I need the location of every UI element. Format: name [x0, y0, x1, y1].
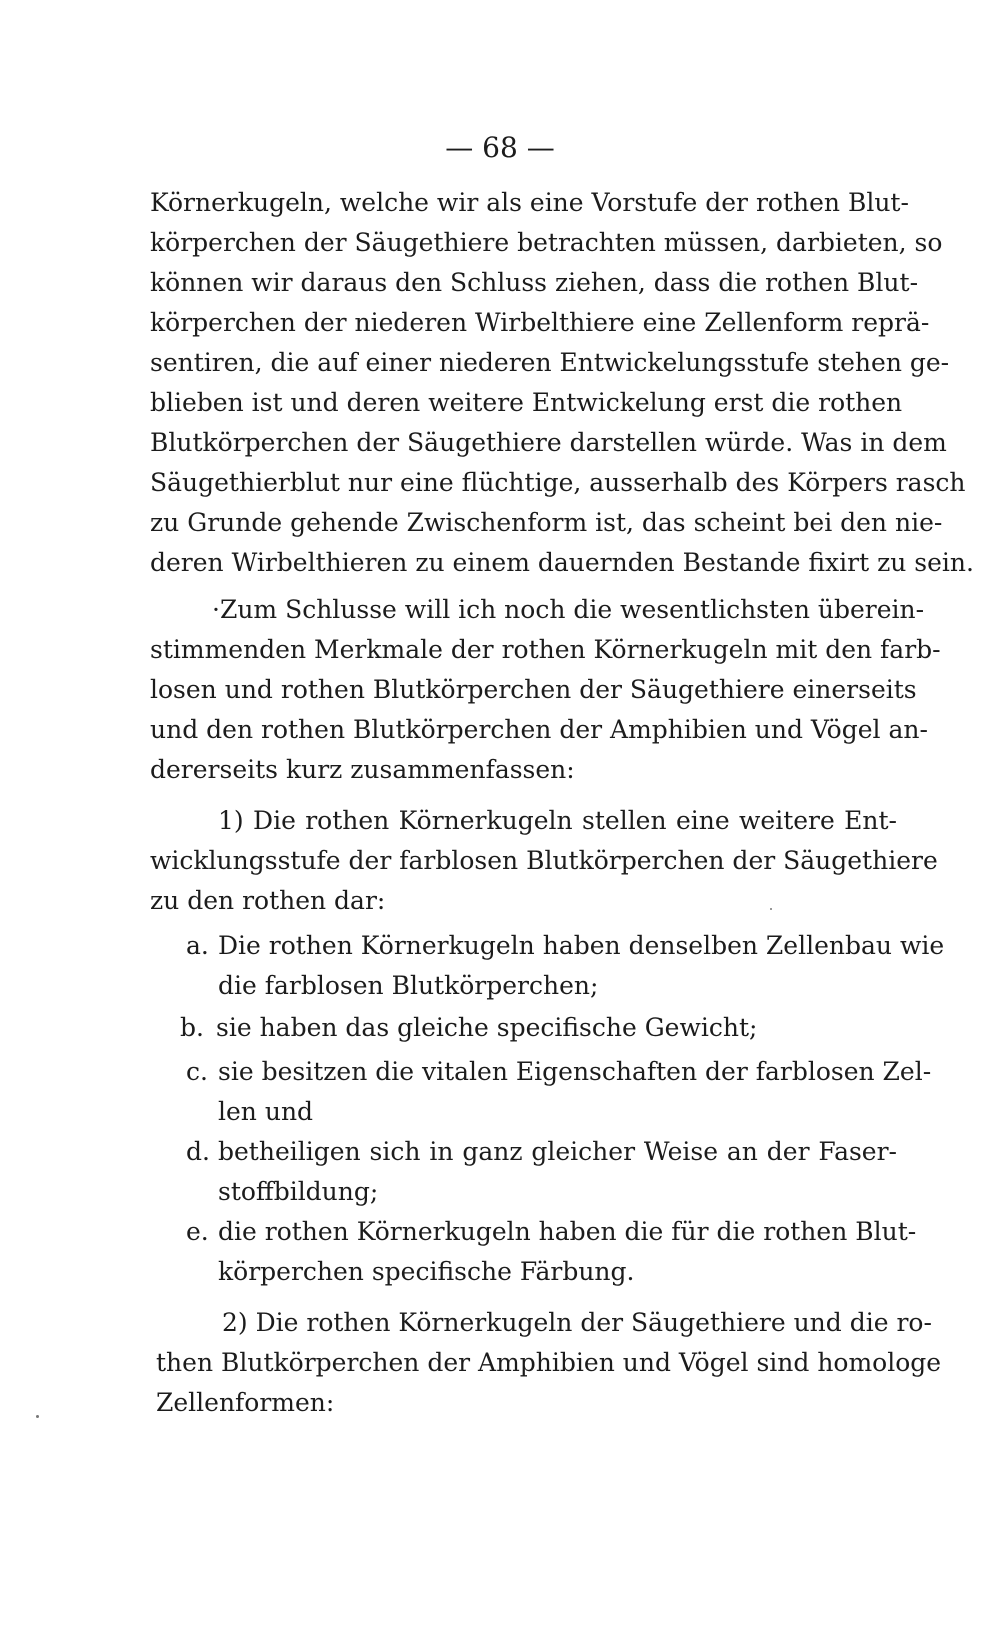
text-line: deren Wirbelthieren zu einem dauernden Bestande fixirt zu sein. [150, 548, 974, 577]
text-line: Blutkörperchen der Säugethiere darstellen würde. Was in dem [150, 428, 947, 457]
page-number: — 68 — [445, 131, 555, 164]
list-marker: b. [180, 1013, 204, 1042]
list-item-line: betheiligen sich in ganz gleicher Weise an der Faser- [218, 1137, 897, 1166]
text-line: können wir daraus den Schluss ziehen, dass die rothen Blut- [150, 268, 919, 297]
text-line: dererseits kurz zusammenfassen: [150, 755, 575, 784]
list-item-line: die rothen Körnerkugeln haben die für die rothen Blut- [218, 1217, 917, 1246]
list-marker: c. [186, 1057, 208, 1086]
scan-speck [36, 1415, 39, 1418]
text-line: 2) Die rothen Körnerkugeln der Säugethiere und die ro- [222, 1308, 932, 1337]
list-marker: d. [186, 1137, 210, 1166]
text-line: losen und rothen Blutkörperchen der Säugethiere einerseits [150, 675, 917, 704]
text-line: 1) Die rothen Körnerkugeln stellen eine weitere Ent- [218, 806, 897, 835]
text-line: blieben ist und deren weitere Entwickelung erst die rothen [150, 388, 903, 417]
text-line: wicklungsstufe der farblosen Blutkörperchen der Säugethiere [150, 846, 938, 875]
list-item-line: sie haben das gleiche specifische Gewicht; [216, 1013, 758, 1042]
text-line: zu Grunde gehende Zwischenform ist, das scheint bei den nie- [150, 508, 943, 537]
text-line: then Blutkörperchen der Amphibien und Vögel sind homologe [156, 1348, 942, 1377]
text-line: körperchen der Säugethiere betrachten müssen, darbieten, so [150, 228, 943, 257]
text-line: stimmenden Merkmale der rothen Körnerkugeln mit den farb- [150, 635, 941, 664]
list-marker: a. [186, 931, 209, 960]
list-item-line: körperchen specifische Färbung. [218, 1257, 635, 1286]
text-line: Zellenformen: [156, 1388, 335, 1417]
list-item-line: Die rothen Körnerkugeln haben denselben Zellenbau wie [218, 931, 945, 960]
text-line: ·Zum Schlusse will ich noch die wesentlichsten überein- [212, 595, 925, 624]
text-line: körperchen der niederen Wirbelthiere eine Zellenform reprä- [150, 308, 930, 337]
list-item-line: die farblosen Blutkörperchen; [218, 971, 599, 1000]
list-item-line: sie besitzen die vitalen Eigenschaften der farblosen Zel- [218, 1057, 932, 1086]
text-line: sentiren, die auf einer niederen Entwickelungsstufe stehen ge- [150, 348, 950, 377]
scan-speck [770, 908, 772, 910]
text-line: Körnerkugeln, welche wir als eine Vorstufe der rothen Blut- [150, 188, 909, 217]
list-item-line: len und [218, 1097, 314, 1126]
text-line: und den rothen Blutkörperchen der Amphibien und Vögel an- [150, 715, 928, 744]
text-line: Säugethierblut nur eine flüchtige, ausserhalb des Körpers rasch [150, 468, 966, 497]
list-item-line: stoffbildung; [218, 1177, 379, 1206]
list-marker: e. [186, 1217, 209, 1246]
text-line: zu den rothen dar: [150, 886, 386, 915]
